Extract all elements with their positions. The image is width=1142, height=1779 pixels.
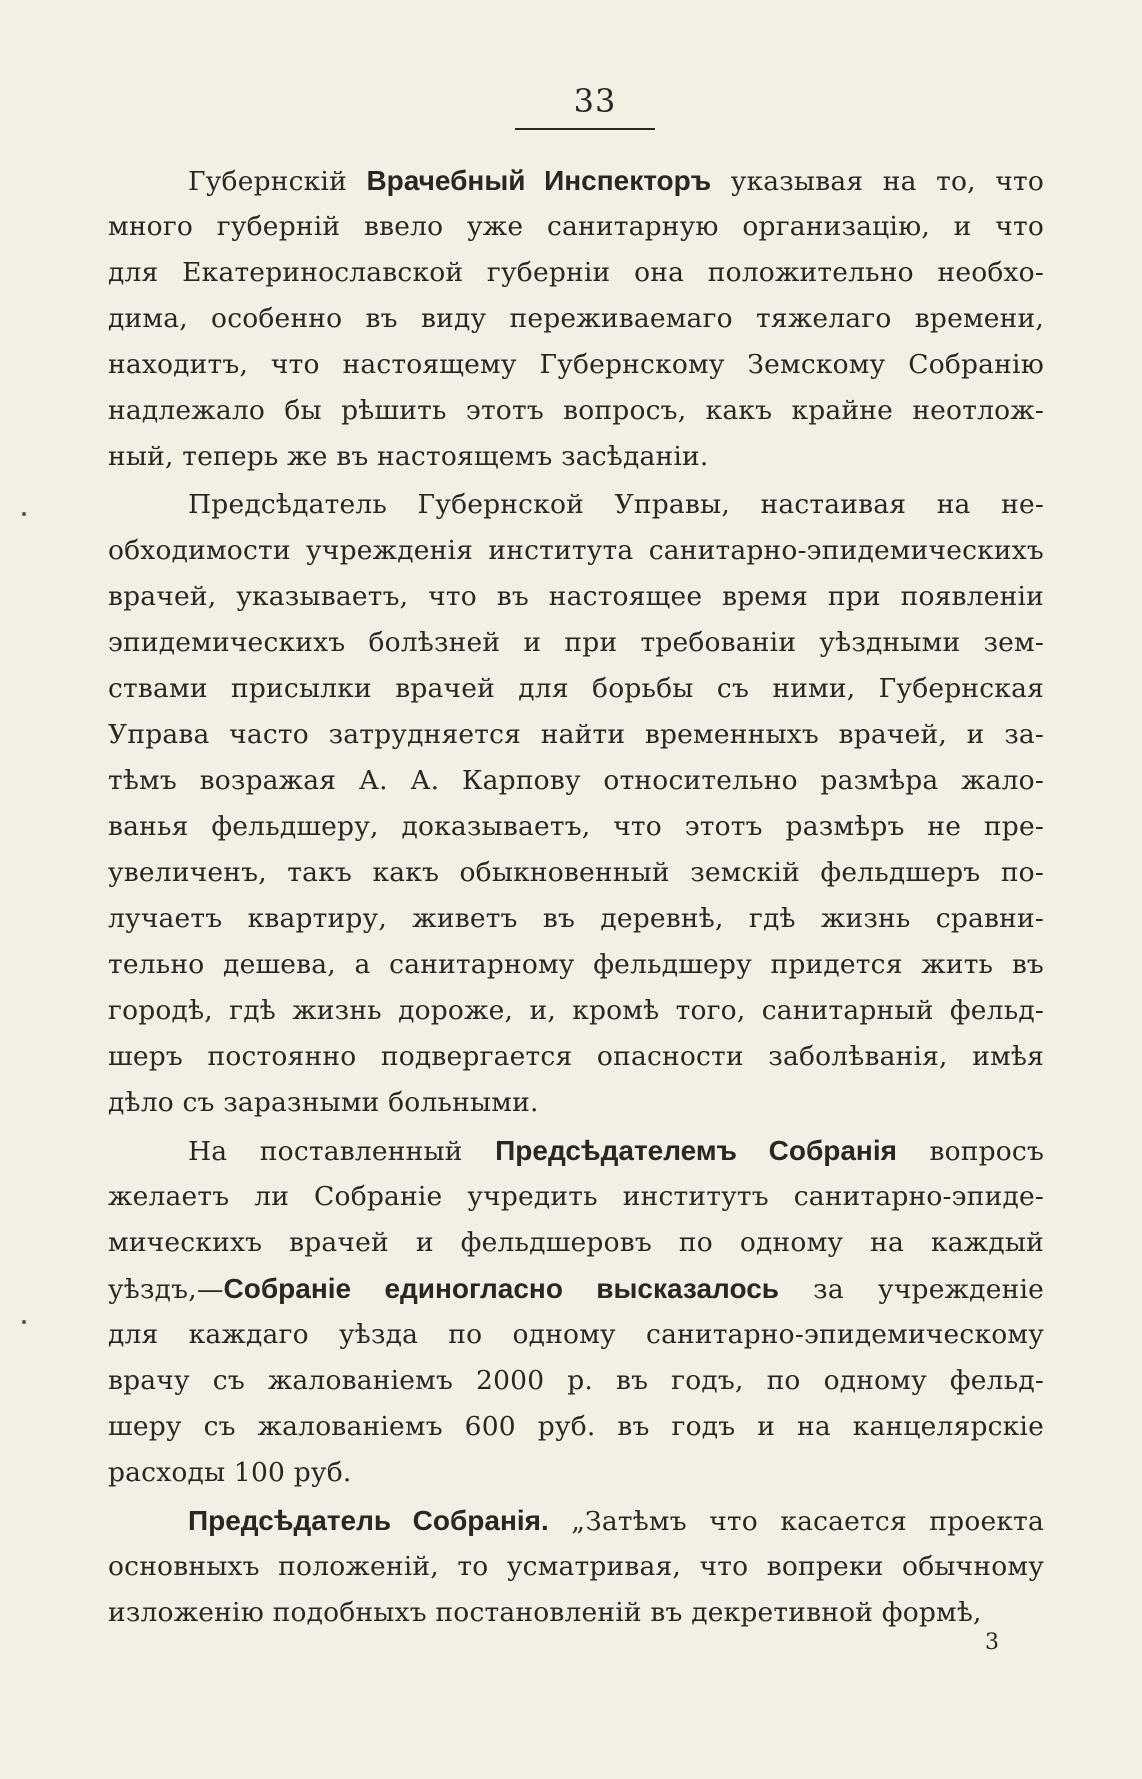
paragraph-gap: [108, 1636, 1044, 1638]
page-number: 33: [573, 82, 617, 120]
text-line: [108, 528, 1044, 574]
text-run: На поставленный: [188, 1136, 496, 1167]
text-run: мическихъ врачей и фельдшеровъ по одному на каждый: [108, 1227, 1044, 1258]
text-run: Предсѣдатель Губернской Управы, настаивая на не-: [188, 489, 1044, 520]
bold-text-run: Врачебный Инспекторъ: [366, 165, 712, 196]
text-run: ный, теперь же въ настоящемъ засѣданіи.: [108, 441, 709, 472]
text-run: врачей, указываетъ, что въ настоящее время при появленіи: [108, 581, 1044, 612]
text-line: [108, 1312, 1044, 1358]
text-run: дима, особенно въ виду переживаемаго тяжелаго времени,: [108, 303, 1044, 334]
text-line: [108, 1498, 1044, 1544]
text-line: [108, 712, 1044, 758]
text-line: [108, 988, 1044, 1034]
text-line: [108, 1450, 1044, 1496]
text-run: лучаетъ квартиру, живетъ въ деревнѣ, гдѣ жизнь сравни-: [108, 903, 1044, 934]
bold-text-run: Собраніе единогласно высказалось: [223, 1273, 779, 1304]
text-line: [108, 574, 1044, 620]
text-run: для каждаго уѣзда по одному санитарно-эпидемическому: [108, 1319, 1044, 1350]
text-line: [108, 850, 1044, 896]
text-run: изложенію подобныхъ постановленій въ декретивной формѣ,: [108, 1597, 982, 1628]
body-text: [108, 158, 1044, 1638]
text-run: много губерній ввело уже санитарную организацію, и что: [108, 211, 1044, 242]
text-line: [108, 388, 1044, 434]
text-line: [108, 482, 1044, 528]
text-run: „Затѣмъ что касается проекта: [548, 1506, 1044, 1537]
text-run: ванья фельдшеру, доказываетъ, что этотъ размѣръ не пре-: [108, 811, 1044, 842]
text-run: обходимости учрежденія института санитарно-эпидемическихъ: [108, 535, 1044, 566]
text-line: [108, 250, 1044, 296]
paragraph: [108, 482, 1044, 1126]
text-line: [108, 804, 1044, 850]
text-run: тельно дешева, а санитарному фельдшеру придется жить въ: [108, 949, 1044, 980]
text-run: шеру съ жалованіемъ 600 руб. въ годъ и на канцелярскіе: [108, 1411, 1044, 1442]
text-run: эпидемическихъ болѣзней и при требованіи уѣздными зем-: [108, 627, 1044, 658]
text-run: шеръ постоянно подвергается опасности заболѣванія, имѣя: [108, 1041, 1044, 1072]
bold-text-run: Предсѣдатель Собранія.: [188, 1505, 549, 1536]
text-line: [108, 666, 1044, 712]
text-run: Губернскій: [188, 166, 367, 197]
text-line: [108, 620, 1044, 666]
text-line: [108, 1220, 1044, 1266]
text-run: указывая на то, что: [711, 166, 1044, 197]
text-run: желаетъ ли Собраніе учредить институтъ санитарно-эпиде-: [108, 1181, 1044, 1212]
text-run: уѣздъ,—: [108, 1274, 224, 1305]
text-line: [108, 1128, 1044, 1174]
text-line: [108, 1266, 1044, 1312]
text-line: [108, 758, 1044, 804]
text-run: увеличенъ, такъ какъ обыкновенный земскій фельдшеръ по-: [108, 857, 1044, 888]
text-line: [108, 296, 1044, 342]
text-line: [108, 1174, 1044, 1220]
text-run: вопросъ: [896, 1136, 1045, 1167]
page-number-rule: [515, 128, 655, 130]
paragraph: [108, 158, 1044, 480]
text-run: расходы 100 руб.: [108, 1457, 352, 1488]
paragraph: [108, 1498, 1044, 1636]
text-line: [108, 1544, 1044, 1590]
text-line: [108, 1034, 1044, 1080]
text-run: врачу съ жалованіемъ 2000 р. въ годъ, по одному фельд-: [108, 1365, 1044, 1396]
paper-speck: [22, 1320, 26, 1324]
text-line: [108, 342, 1044, 388]
text-run: основныхъ положеній, то усматривая, что вопреки обычному: [108, 1551, 1044, 1582]
paper-speck: [22, 512, 26, 516]
text-line: [108, 896, 1044, 942]
text-line: [108, 1080, 1044, 1126]
text-line: [108, 204, 1044, 250]
bold-text-run: Предсѣдателемъ Собранія: [495, 1135, 897, 1166]
text-run: ствами присылки врачей для борьбы съ ними, Губернская: [108, 673, 1044, 704]
text-run: для Екатеринославской губерніи она положительно необхо-: [108, 257, 1044, 288]
text-run: за учрежденіе: [778, 1274, 1044, 1305]
text-line: [108, 1590, 1044, 1636]
paragraph: [108, 1128, 1044, 1496]
text-run: городѣ, гдѣ жизнь дороже, и, кромѣ того, санитарный фельд-: [108, 995, 1044, 1026]
text-run: тѣмъ возражая А. А. Карпову относительно размѣра жало-: [108, 765, 1044, 796]
signature-mark: 3: [985, 1630, 999, 1655]
text-line: [108, 158, 1044, 204]
text-line: [108, 434, 1044, 480]
text-line: [108, 1404, 1044, 1450]
text-run: дѣло съ заразными больными.: [108, 1087, 539, 1118]
text-run: надлежало бы рѣшить этотъ вопросъ, какъ крайне неотлож-: [108, 395, 1044, 426]
text-run: Управа часто затрудняется найти временныхъ врачей, и за-: [108, 719, 1044, 750]
text-line: [108, 942, 1044, 988]
text-run: находитъ, что настоящему Губернскому Земскому Собранію: [108, 349, 1044, 380]
text-line: [108, 1358, 1044, 1404]
